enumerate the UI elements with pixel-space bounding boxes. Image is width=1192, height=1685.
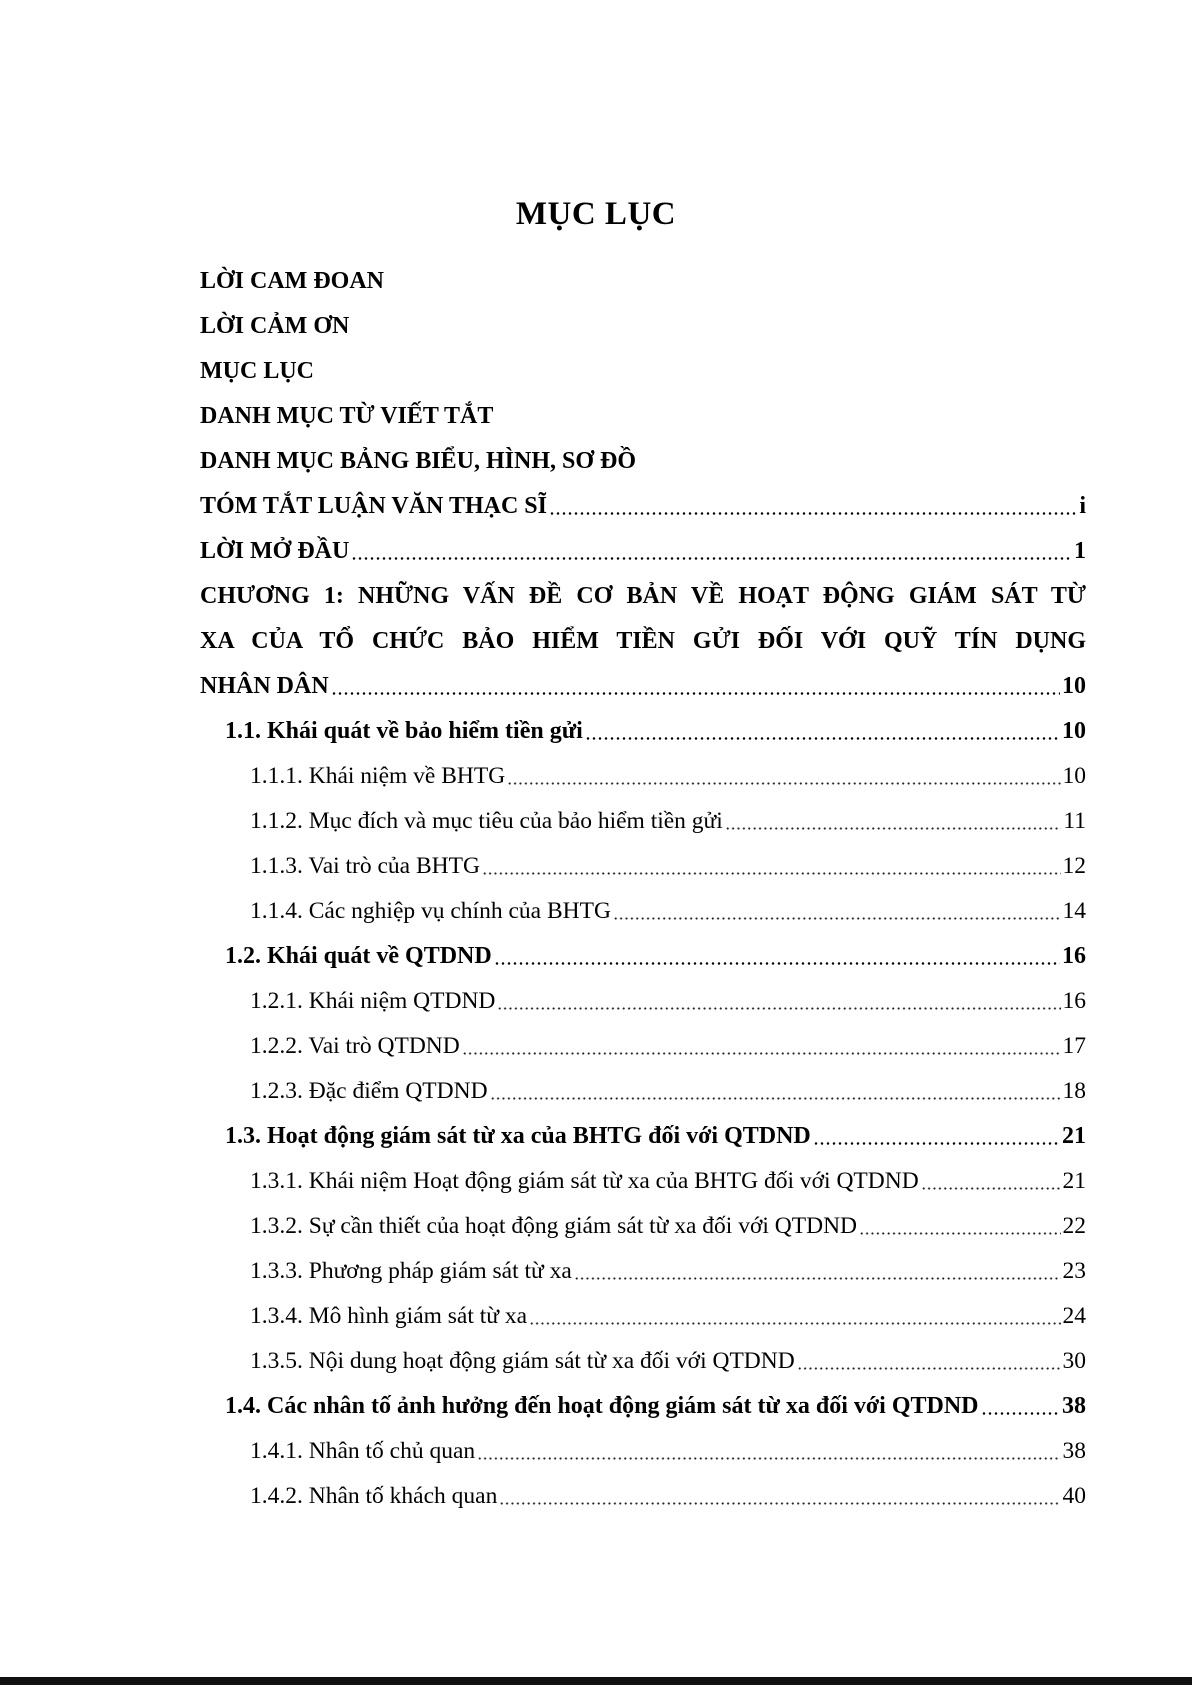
toc-entry-label: LỜI CAM ĐOAN xyxy=(200,268,384,294)
dot-leader xyxy=(490,1097,1061,1100)
toc-section-entry[interactable] xyxy=(200,1114,1086,1159)
toc-page-number: 12 xyxy=(1062,853,1086,879)
toc-subsection-entry[interactable] xyxy=(200,754,1086,799)
dot-leader xyxy=(351,557,1072,560)
toc-section-entry[interactable] xyxy=(200,934,1086,979)
toc-page-number: 21 xyxy=(1062,1123,1086,1149)
toc-page-number: 18 xyxy=(1062,1078,1086,1104)
toc-entry-label: 1.2. Khái quát về QTDND xyxy=(225,943,492,969)
toc-subsection-entry[interactable] xyxy=(200,1069,1086,1114)
dot-leader xyxy=(497,1007,1060,1010)
section-list xyxy=(200,709,1086,1519)
chapter-title-line: XA CỦA TỔ CHỨC BẢO HIỂM TIỀN GỬI ĐỐI VỚI QUỸ TÍN DỤNG xyxy=(200,628,1086,654)
toc-page-number: 23 xyxy=(1062,1258,1086,1284)
toc-subsection-entry[interactable] xyxy=(200,979,1086,1024)
toc-subsection-entry[interactable] xyxy=(200,1339,1086,1384)
toc-entry-label: 1.3.1. Khái niệm Hoạt động giám sát từ xa của BHTG đối với QTDND xyxy=(250,1168,919,1194)
toc-page-number: 10 xyxy=(1062,673,1086,699)
dot-leader xyxy=(529,1322,1060,1325)
toc-entry-label: 1.1. Khái quát về bảo hiểm tiền gửi xyxy=(225,718,583,744)
toc-page-number: 16 xyxy=(1062,943,1086,969)
toc-subsection-entry[interactable] xyxy=(200,1474,1086,1519)
toc-entry-label: MỤC LỤC xyxy=(200,358,314,384)
toc-page-number: 16 xyxy=(1062,988,1086,1014)
dot-leader xyxy=(477,1457,1060,1460)
toc-page-number: 10 xyxy=(1062,763,1086,789)
toc-page-number: 21 xyxy=(1062,1168,1086,1194)
toc-entry[interactable] xyxy=(200,349,1086,394)
toc-entry-label: LỜI MỞ ĐẦU xyxy=(200,538,350,564)
dot-leader xyxy=(482,872,1061,875)
toc-page-number: i xyxy=(1079,493,1086,519)
toc-section-entry[interactable] xyxy=(200,1384,1086,1429)
toc-entry-label: LỜI CẢM ƠN xyxy=(200,313,350,339)
chapter-title-last-line xyxy=(200,664,1086,709)
dot-leader xyxy=(725,827,1062,830)
toc-subsection-entry[interactable] xyxy=(200,1024,1086,1069)
dot-leader xyxy=(921,1187,1061,1190)
toc-entry-label: 1.2.2. Vai trò QTDND xyxy=(250,1033,460,1059)
toc-entry[interactable] xyxy=(200,304,1086,349)
chapter-title-line: CHƯƠNG 1: NHỮNG VẤN ĐỀ CƠ BẢN VỀ HOẠT ĐỘNG GIÁM SÁT TỪ xyxy=(200,583,1086,609)
toc-entry-label: NHÂN DÂN xyxy=(200,673,329,699)
toc-entry[interactable] xyxy=(200,259,1086,304)
dot-leader xyxy=(585,737,1060,740)
toc-entry[interactable] xyxy=(200,529,1086,574)
toc-page-number: 30 xyxy=(1062,1348,1086,1374)
toc-subsection-entry[interactable] xyxy=(200,889,1086,934)
toc-entry[interactable] xyxy=(200,394,1086,439)
toc-title: MỤC LỤC xyxy=(515,196,677,232)
dot-leader xyxy=(613,917,1061,920)
toc-entry-label: 1.3.5. Nội dung hoạt động giám sát từ xa đối với QTDND xyxy=(250,1348,795,1374)
toc-entry-label: 1.3.3. Phương pháp giám sát từ xa xyxy=(250,1258,572,1284)
toc-page-number: 24 xyxy=(1062,1303,1086,1329)
toc-subsection-entry[interactable] xyxy=(200,1204,1086,1249)
page-bottom-edge xyxy=(0,1677,1192,1685)
toc-entry-label: 1.4.2. Nhân tố khách quan xyxy=(250,1483,498,1509)
table-of-contents xyxy=(200,259,1086,1519)
dot-leader xyxy=(574,1277,1061,1280)
toc-subsection-entry[interactable] xyxy=(200,1159,1086,1204)
toc-entry-label: 1.1.2. Mục đích và mục tiêu của bảo hiểm tiền gửi xyxy=(250,808,723,834)
dot-leader xyxy=(499,1502,1060,1505)
dot-leader xyxy=(494,962,1060,965)
toc-entry-label: DANH MỤC TỪ VIẾT TẮT xyxy=(200,403,494,429)
toc-entry-label: 1.4. Các nhân tố ảnh hưởng đến hoạt động giám sát từ xa đối với QTDND xyxy=(225,1393,979,1419)
toc-subsection-entry[interactable] xyxy=(200,844,1086,889)
toc-entry-label: 1.2.3. Đặc điểm QTDND xyxy=(250,1078,488,1104)
toc-entry-label: TÓM TẮT LUẬN VĂN THẠC SĨ xyxy=(200,493,547,519)
toc-entry[interactable] xyxy=(200,484,1086,529)
toc-entry-label: 1.1.3. Vai trò của BHTG xyxy=(250,853,480,879)
toc-entry-label: 1.1.1. Khái niệm về BHTG xyxy=(250,763,506,789)
toc-page-number: 38 xyxy=(1062,1393,1086,1419)
toc-page-number: 22 xyxy=(1062,1213,1086,1239)
toc-entry-label: 1.1.4. Các nghiệp vụ chính của BHTG xyxy=(250,898,611,924)
dot-leader xyxy=(549,512,1077,515)
toc-entry-label: 1.3.2. Sự cần thiết của hoạt động giám sát từ xa đối với QTDND xyxy=(250,1213,858,1239)
dot-leader xyxy=(813,1142,1060,1145)
toc-page-number: 14 xyxy=(1062,898,1086,924)
dot-leader xyxy=(981,1412,1060,1415)
toc-subsection-entry[interactable] xyxy=(200,1294,1086,1339)
toc-page-number: 17 xyxy=(1062,1033,1086,1059)
toc-page-number: 40 xyxy=(1062,1483,1086,1509)
toc-entry-label: 1.3. Hoạt động giám sát từ xa của BHTG đối với QTDND xyxy=(225,1123,811,1149)
dot-leader xyxy=(797,1367,1061,1370)
dot-leader xyxy=(859,1232,1060,1235)
chapter-1-entry[interactable] xyxy=(200,574,1086,709)
toc-entry-label: 1.2.1. Khái niệm QTDND xyxy=(250,988,496,1014)
toc-entry-label: DANH MỤC BẢNG BIỂU, HÌNH, SƠ ĐỒ xyxy=(200,448,637,474)
toc-page-number: 38 xyxy=(1062,1438,1086,1464)
toc-page-number: 1 xyxy=(1074,538,1086,564)
toc-subsection-entry[interactable] xyxy=(200,1249,1086,1294)
toc-subsection-entry[interactable] xyxy=(200,799,1086,844)
toc-entry-label: 1.3.4. Mô hình giám sát từ xa xyxy=(250,1303,528,1329)
toc-entry-label: 1.4.1. Nhân tố chủ quan xyxy=(250,1438,476,1464)
dot-leader xyxy=(331,692,1060,695)
toc-page-number: 11 xyxy=(1063,808,1086,834)
toc-subsection-entry[interactable] xyxy=(200,1429,1086,1474)
toc-page-number: 10 xyxy=(1062,718,1086,744)
toc-section-entry[interactable] xyxy=(200,709,1086,754)
toc-entry[interactable] xyxy=(200,439,1086,484)
dot-leader xyxy=(462,1052,1061,1055)
dot-leader xyxy=(507,782,1060,785)
